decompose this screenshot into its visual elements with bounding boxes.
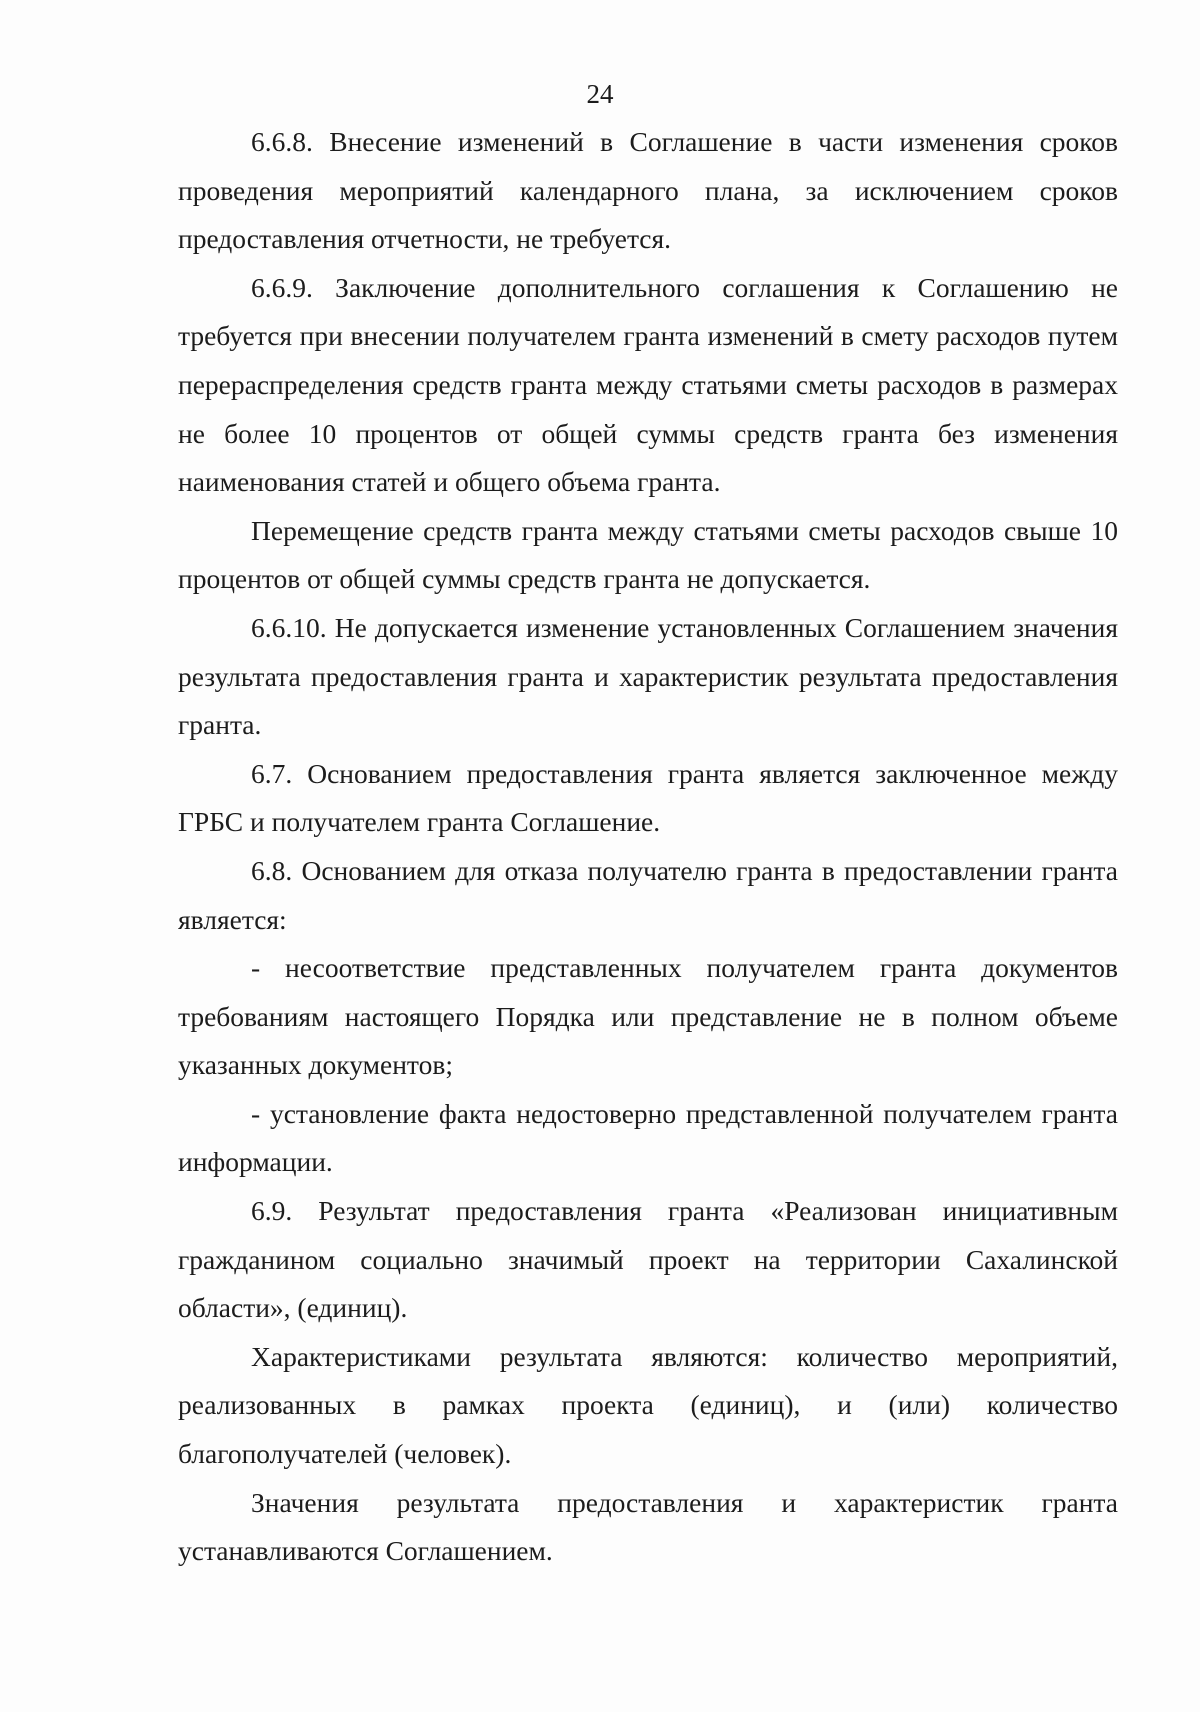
paragraph-6-6-9: 6.6.9. Заключение дополнительного соглашения к Соглашению не требуется при внесении получателем гранта изменений в смету расходов путем перераспределения средств гранта между статьями сметы расходов в размерах не более 10 процентов от общей суммы средств гранта без изменения наименования статей и общего объема гранта. [178, 271, 1118, 498]
paragraph-result-characteristics: Характеристиками результата являются: количество мероприятий, реализованных в рамках проекта (единиц), и (или) количество благополучателей (человек). [178, 1340, 1118, 1470]
paragraph-6-8: 6.8. Основанием для отказа получателю гранта в предоставлении гранта является: [178, 854, 1118, 935]
paragraph-funds-transfer: Перемещение средств гранта между статьями сметы расходов свыше 10 процентов от общей суммы средств гранта не допускается. [178, 514, 1118, 595]
paragraph-6-6-10: 6.6.10. Не допускается изменение установленных Соглашением значения результата предоставления гранта и характеристик результата предоставления гранта. [178, 611, 1118, 741]
list-item-noncompliance: - несоответствие представленных получателем гранта документов требованиям настоящего Порядка или представление не в полном объеме указанных документов; [178, 952, 1118, 1081]
paragraph-result-values: Значения результата предоставления и характеристик гранта устанавливаются Соглашением. [178, 1486, 1118, 1567]
document-body [178, 118, 1118, 1576]
page-number: 24 [586, 79, 614, 109]
paragraph-6-9: 6.9. Результат предоставления гранта «Реализован инициативным гражданином социально значимый проект на территории Сахалинской области», (единиц). [178, 1195, 1118, 1324]
paragraph-6-7: 6.7. Основанием предоставления гранта является заключенное между ГРБС и получателем гранта Соглашение. [178, 757, 1118, 838]
list-item-false-information: - установление факта недостоверно представленной получателем гранта информации. [178, 1097, 1118, 1178]
paragraph-6-6-8: 6.6.8. Внесение изменений в Соглашение в части изменения сроков проведения мероприятий календарного плана, за исключением сроков предоставления отчетности, не требуется. [178, 126, 1118, 255]
